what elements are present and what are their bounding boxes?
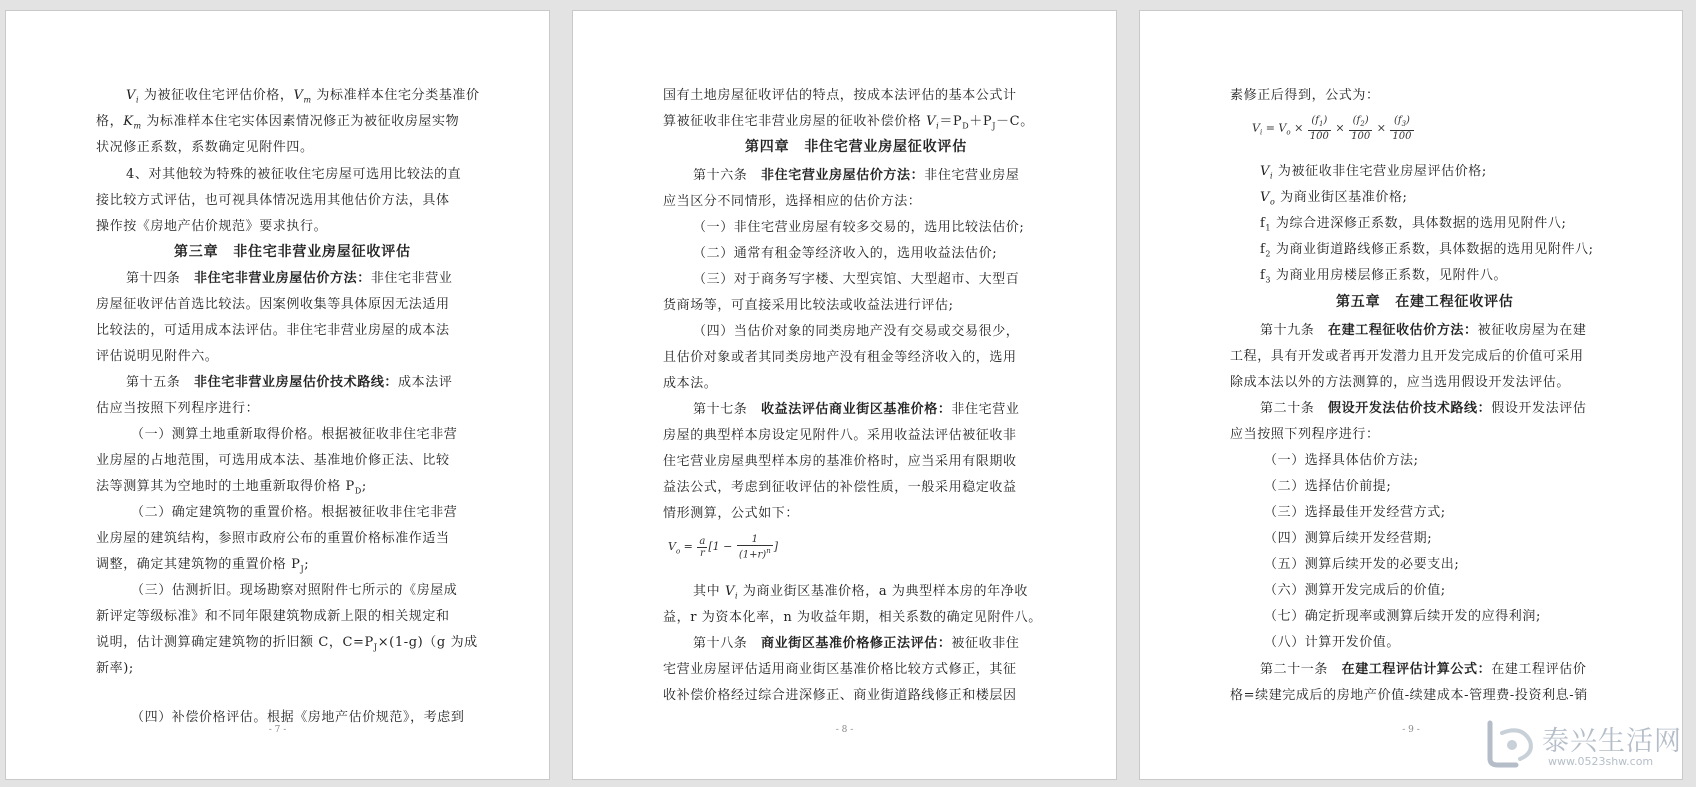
text-line: 操作按《房地产估价规范》要求执行。: [96, 219, 328, 234]
text-line: $V_i$ 为被征收非住宅营业房屋评估价格;: [1260, 164, 1487, 181]
text-line: $f_2$ 为商业街道路线修正系数，具体数据的选用见附件八;: [1260, 242, 1594, 259]
text-line: （七）确定折现率或测算后续开发的应得利润;: [1264, 609, 1541, 624]
text-line: 收补偿价格经过综合进深修正、商业街道路线修正和楼层因: [663, 688, 1017, 703]
text-line: （三）估测折旧。现场勘察对照附件七所示的《房屋成: [131, 583, 458, 598]
text-line: 住宅营业房屋典型样本房的基准价格时，应当采用有限期收: [663, 454, 1017, 469]
text-line: 业房屋的占地范围，可选用成本法、基准地价修正法、比较: [96, 453, 450, 468]
chapter-heading: 第五章 在建工程征收评估: [1336, 294, 1514, 310]
text-line: 应当区分不同情形，选择相应的估价方法：: [663, 194, 922, 209]
income-formula: $V_o$ = $\frac{a}{r}$ [1 − $\frac{1}{(1+r)^n}$ ]: [668, 534, 778, 561]
text-line: 第十五条 非住宅非营业房屋估价技术路线：成本法评: [126, 375, 453, 390]
site-watermark: [1480, 713, 1680, 773]
chapter-heading: 第三章 非住宅非营业房屋征收评估: [174, 244, 411, 260]
text-line: 工程，具有开发或者再开发潜力且开发完成后的价值可采用: [1230, 349, 1584, 364]
text-line: $V_i$ 为被征收住宅评估价格，$V_m$ 为标准样本住宅分类基准价: [126, 88, 480, 105]
text-line: 第十四条 非住宅非营业房屋估价方法：非住宅非营业: [126, 271, 453, 286]
page-number: - 8 -: [835, 725, 854, 735]
text-line: 估应当按照下列程序进行：: [96, 401, 260, 416]
text-line: 第二十一条 在建工程评估计算公式：在建工程评估价: [1260, 662, 1587, 677]
text-line: （二）选择估价前提;: [1264, 479, 1392, 494]
text-line: 货商场等，可直接采用比较法或收益法进行评估;: [663, 298, 954, 313]
text-line: 应当按照下列程序进行：: [1230, 427, 1380, 442]
text-line: 房屋的典型样本房设定见附件八。采用收益法评估被征收非: [663, 428, 1017, 443]
text-line: 说明，估计测算确定建筑物的折旧额 C，$C=P_J\times(1-g)(g$ 为成: [96, 635, 478, 652]
text-line: 评估说明见附件六。: [96, 349, 219, 364]
text-line: 4、对其他较为特殊的被征收住宅房屋可选用比较法的直: [126, 167, 462, 182]
text-line: 新率);: [96, 661, 134, 676]
text-line: （四）当估价对象的同类房地产没有交易或交易很少，: [693, 324, 1020, 339]
text-line: 业房屋的建筑结构，参照市政府公布的重置价格标准作适当: [96, 531, 450, 546]
text-line: 国有土地房屋征收评估的特点，按成本法评估的基本公式计: [663, 88, 1017, 103]
text-line: 益，r 为资本化率，n 为收益年期，相关系数的确定见附件八。: [663, 610, 1042, 625]
watermark-logo-icon: [1482, 715, 1538, 771]
document-page-8: [572, 10, 1117, 780]
text-line: 格=续建完成后的房地产价值-续建成本-管理费-投资利息-销: [1230, 688, 1588, 703]
text-line: （二）确定建筑物的重置价格。根据被征收非住宅非营: [131, 505, 458, 520]
text-line: 除成本法以外的方法测算的，应当选用假设开发法评估。: [1230, 375, 1571, 390]
text-line: $f_1$ 为综合进深修正系数，具体数据的选用见附件八;: [1260, 216, 1567, 233]
text-line: 状况修正系数，系数确定见附件四。: [96, 140, 314, 155]
text-line: 第十六条 非住宅营业房屋估价方法：非住宅营业房屋: [693, 168, 1020, 183]
text-line: 新评定等级标准》和不同年限建筑物成新上限的相关规定和: [96, 609, 450, 624]
text-line: 益法公式，考虑到征收评估的补偿性质，一般采用稳定收益: [663, 480, 1017, 495]
text-line: 第二十条 假设开发法估价技术路线：假设开发法评估: [1260, 401, 1587, 416]
text-line: （五）测算后续开发的必要支出;: [1264, 557, 1460, 572]
text-line: （四）补偿价格评估。根据《房地产估价规范》，考虑到: [131, 710, 465, 725]
correction-formula: $V_i = V_o$ × $\frac{(f_1)}{100}$ × $\frac{(f_2)}{100}$ × $\frac{(f_3)}{100}$: [1252, 115, 1412, 142]
text-line: 成本法。: [663, 376, 718, 391]
text-line: 调整，确定其建筑物的重置价格 $P_J$;: [96, 557, 310, 574]
text-line: 接比较方式评估，也可视具体情况选用其他估价方法，具体: [96, 193, 450, 208]
text-line: 且估价对象或者其同类房地产没有租金等经济收入的，选用: [663, 350, 1017, 365]
text-line: （一）选择具体估价方法;: [1264, 453, 1419, 468]
text-line: 第十九条 在建工程征收估价方法：被征收房屋为在建: [1260, 323, 1587, 338]
text-line: （一）非住宅营业房屋有较多交易的，选用比较法估价;: [693, 220, 1025, 235]
text-line: 比较法的，可适用成本法评估。非住宅非营业房屋的成本法: [96, 323, 450, 338]
text-line: 法等测算其为空地时的土地重新取得价格 $P_D$;: [96, 479, 367, 496]
text-line: 房屋征收评估首选比较法。因案例收集等具体原因无法适用: [96, 297, 450, 312]
text-line: 情形测算，公式如下：: [663, 506, 800, 521]
page-number: - 7 -: [268, 725, 287, 735]
text-line: 素修正后得到，公式为：: [1230, 88, 1380, 103]
text-line: （八）计算开发价值。: [1264, 635, 1401, 650]
text-line: $V_o$ 为商业街区基准价格;: [1260, 190, 1408, 207]
text-line: $f_3$ 为商业用房楼层修正系数，见附件八。: [1260, 268, 1508, 285]
watermark-name: 泰兴生活网: [1542, 726, 1682, 757]
page-number: - 9 -: [1402, 725, 1420, 735]
text-line: 宅营业房屋评估适用商业街区基准价格比较方式修正，其征: [663, 662, 1017, 677]
document-page-9: [1139, 10, 1683, 780]
document-page-7: [5, 10, 550, 780]
text-line: （三）选择最佳开发经营方式;: [1264, 505, 1446, 520]
text-line: （六）测算开发完成后的价值;: [1264, 583, 1446, 598]
text-line: 第十八条 商业街区基准价格修正法评估：被征收非住: [693, 636, 1020, 651]
text-line: 其中 $V_i$ 为商业街区基准价格，a 为典型样本房的年净收: [693, 584, 1028, 601]
text-line: （四）测算后续开发经营期;: [1264, 531, 1433, 546]
text-line: （二）通常有租金等经济收入的，选用收益法估价;: [693, 246, 998, 261]
text-line: 算被征收非住宅非营业房屋的征收补偿价格 $V_i=P_D+P_J-C$。: [663, 114, 1034, 131]
text-line: （一）测算土地重新取得价格。根据被征收非住宅非营: [131, 427, 458, 442]
text-line: （三）对于商务写字楼、大型宾馆、大型超市、大型百: [693, 272, 1020, 287]
text-line: 格，$K_m$ 为标准样本住宅实体因素情况修正为被征收房屋实物: [96, 114, 460, 131]
watermark-url: www.0523shw.com: [1548, 755, 1654, 768]
chapter-heading: 第四章 非住宅营业房屋征收评估: [745, 139, 967, 155]
text-line: 第十七条 收益法评估商业街区基准价格：非住宅营业: [693, 402, 1020, 417]
